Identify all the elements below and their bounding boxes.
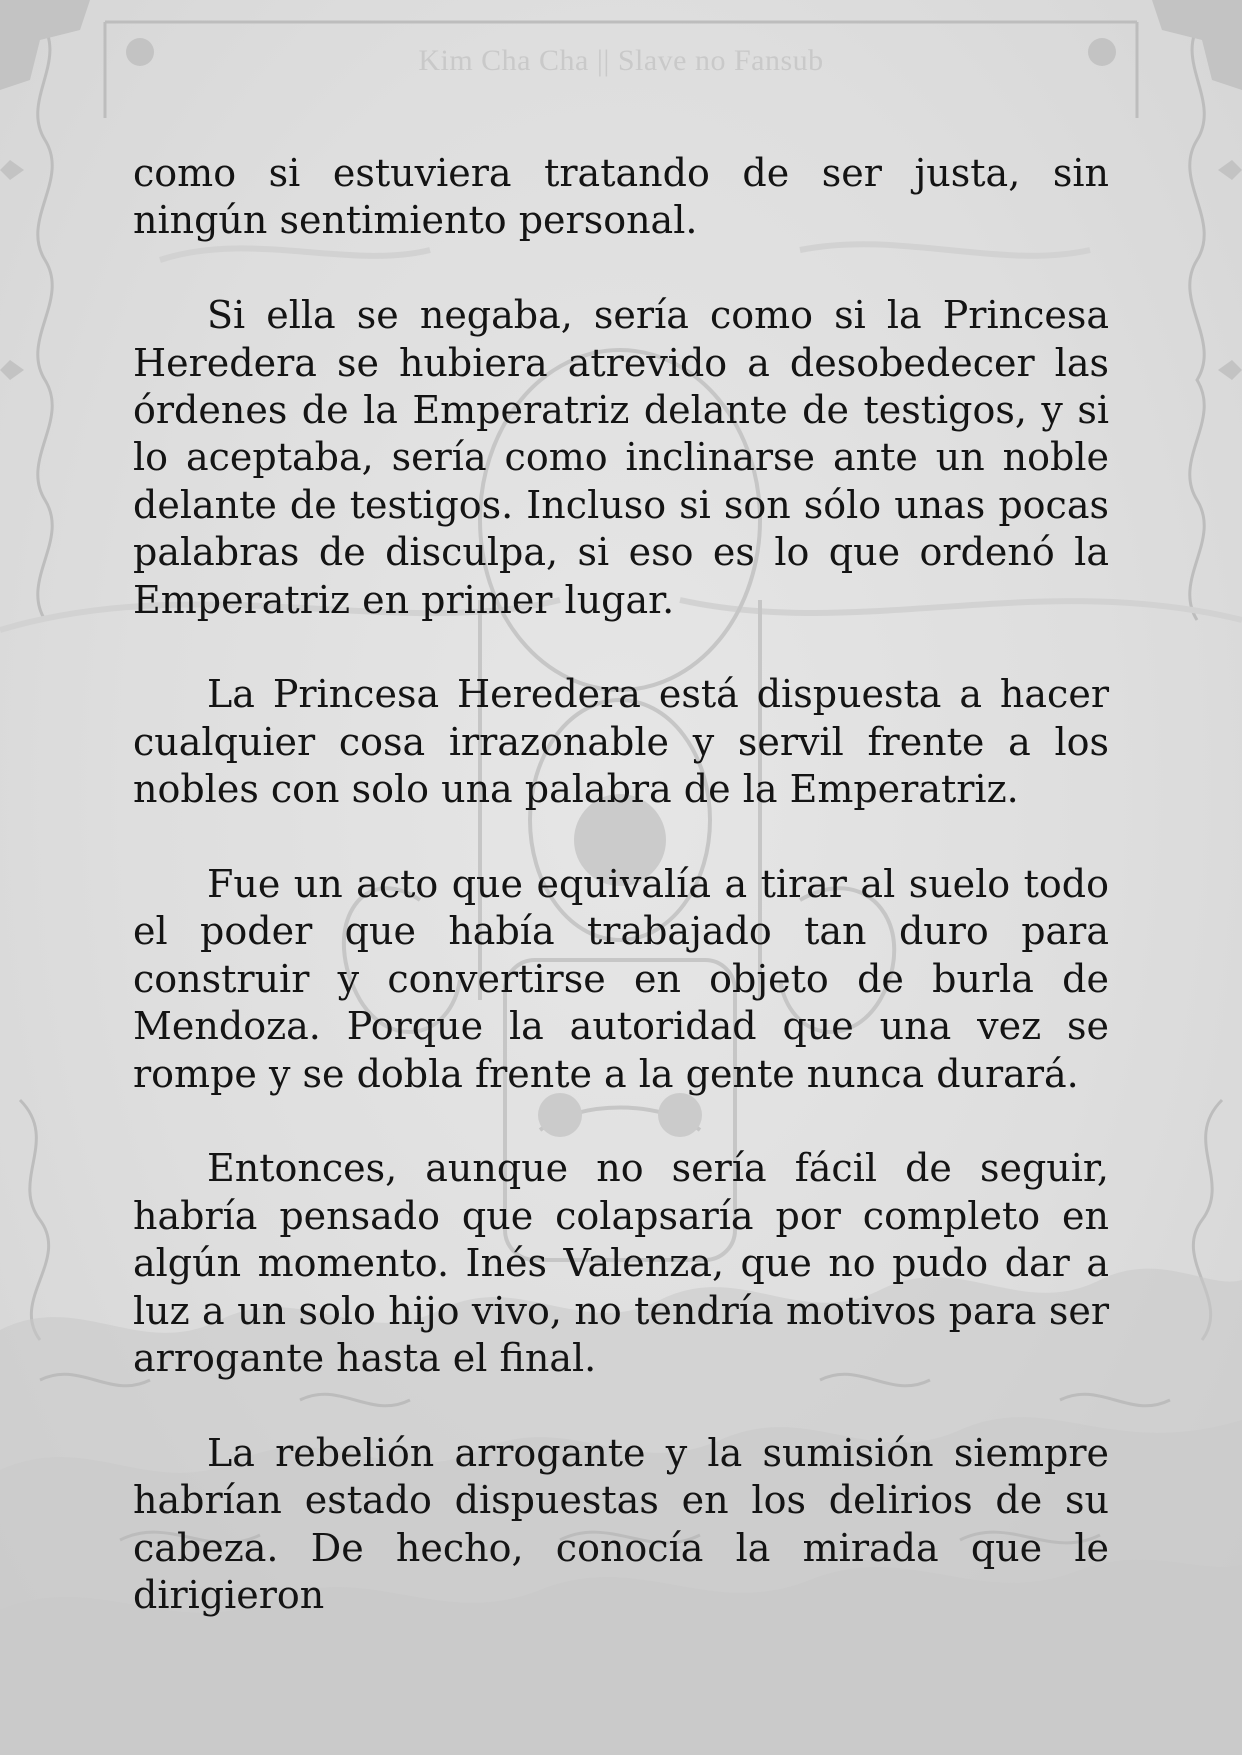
paragraph: Fue un acto que equivalía a tirar al suelo todo el poder que había trabajado tan duro para construir y convertirse en objeto de burla de Mendoza. Porque la autoridad que una vez se rompe y se dobla frente a la gente nunca durará. <box>133 862 1109 1096</box>
paragraph: Si ella se negaba, sería como si la Princesa Heredera se hubiera atrevido a desobedecer las órdenes de la Emperatriz delante de testigos, y si lo aceptaba, sería como inclinarse ante un noble delante de testigos. Incluso si son sólo unas pocas palabras de disculpa, si eso es lo que ordenó la Emperatriz en primer lugar. <box>133 293 1109 622</box>
paragraph: La rebelión arrogante y la sumisión siempre habrían estado dispuestas en los delirios de su cabeza. De hecho, conocía la mirada que le dirigieron <box>133 1430 1109 1618</box>
paragraph: Entonces, aunque no sería fácil de seguir, habría pensado que colapsaría por completo en algún momento. Inés Valenza, que no pudo dar a luz a un solo hijo vivo, no tendría motivos para ser arrogante hasta el final. <box>133 1146 1109 1381</box>
paragraph: como si estuviera tratando de ser justa, sin ningún sentimiento personal. <box>133 151 1109 243</box>
fansub-credit: Kim Cha Cha || Slave no Fansub <box>418 44 824 77</box>
page-text <box>133 150 1109 1667</box>
paragraph: La Princesa Heredera está dispuesta a hacer cualquier cosa irrazonable y servil frente a los nobles con solo una palabra de la Emperatriz. <box>133 672 1109 812</box>
